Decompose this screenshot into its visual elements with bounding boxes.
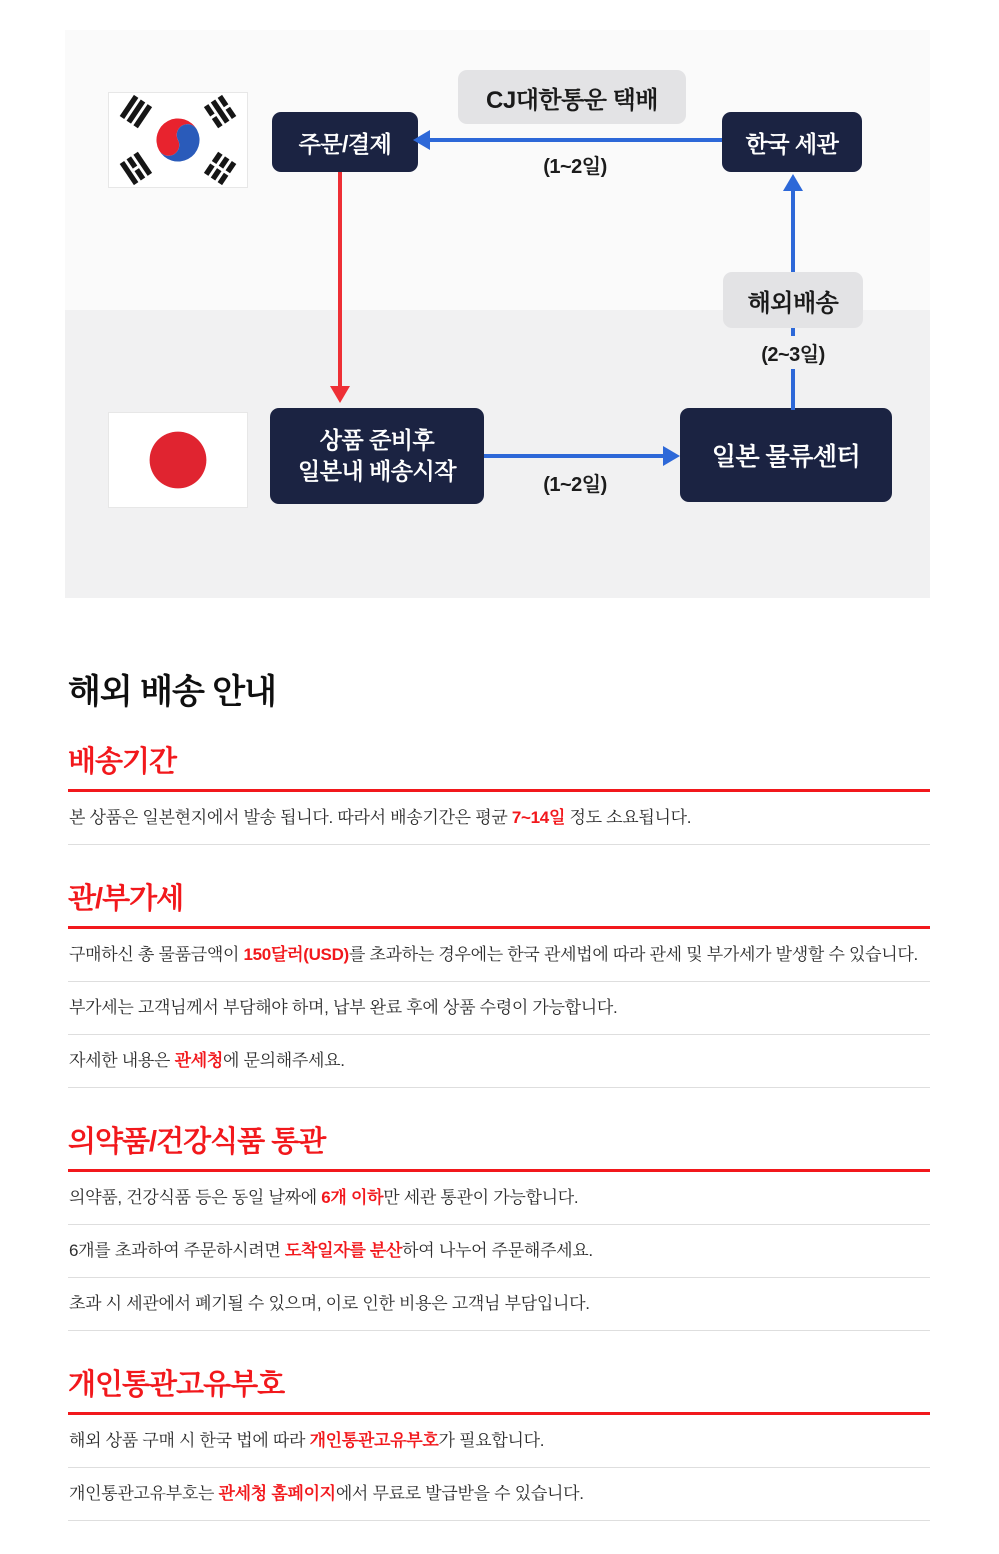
- arrowhead-up-icon: [783, 174, 803, 191]
- japan-logistics-label: 일본 물류센터: [711, 443, 861, 471]
- paragraph-row: 개인통관고유부호는 관세청 홈페이지에서 무료로 발급받을 수 있습니다.: [68, 1468, 930, 1521]
- arrow-line-order-to-prep: [338, 172, 342, 386]
- section-heading: 개인통관고유부호: [68, 1369, 285, 1401]
- korea-customs-box: [722, 112, 862, 172]
- duration-label-overseas-leg: (2~3일): [738, 336, 848, 369]
- japan-flag-icon: [109, 413, 247, 507]
- paragraph-row: 6개를 초과하여 주문하시려면 도착일자를 분산하여 나누어 주문해주세요.: [68, 1225, 930, 1278]
- info-section: [68, 881, 930, 1088]
- info-section: [68, 1124, 930, 1331]
- info-sections: [68, 744, 930, 1521]
- red-emphasis-text: 관세청 홈페이지: [218, 1484, 336, 1503]
- page-title: 해외 배송 안내: [68, 673, 276, 711]
- paragraph-row: 본 상품은 일본현지에서 발송 됩니다. 따라서 배송기간은 평균 7~14일 정도 소요됩니다.: [68, 792, 930, 845]
- japan-logistics-box: [680, 408, 892, 502]
- paragraph-row: 부가세는 고객님께서 부담해야 하며, 납부 완료 후에 상품 수령이 가능합니다.: [68, 982, 930, 1035]
- paragraph-row: 초과 시 세관에서 폐기될 수 있으며, 이로 인한 비용은 고객님 부담입니다.: [68, 1278, 930, 1331]
- prep-shipping-line2: 일본내 배송시작: [298, 458, 456, 484]
- red-emphasis-text: 150달러(USD): [243, 945, 349, 964]
- section-heading: 의약품/건강식품 통관: [68, 1126, 326, 1158]
- overseas-shipping-text: 해외배송: [747, 289, 839, 317]
- prep-shipping-box: [270, 408, 484, 504]
- arrow-line-overseas-to-customs: [791, 190, 795, 272]
- red-emphasis-text: 관세청: [174, 1051, 223, 1070]
- section-heading: 배송기간: [68, 746, 177, 778]
- arrow-line-prep-to-japancenter: [484, 454, 664, 458]
- red-emphasis-text: 7~14일: [511, 808, 566, 827]
- arrowhead-left-icon: [413, 130, 430, 150]
- korea-customs-label: 한국 세관: [745, 130, 839, 157]
- duration-label-customs-to-order: (1~2일): [543, 156, 607, 178]
- red-emphasis-text: 도착일자를 분산: [284, 1241, 403, 1260]
- paragraph-row: 해외 상품 구매 시 한국 법에 따라 개인통관고유부호가 필요합니다.: [68, 1415, 930, 1468]
- japan-flag-image: [108, 412, 248, 508]
- info-content: [68, 672, 930, 1521]
- korea-flag-image: [108, 92, 248, 188]
- red-emphasis-text: 개인통관고유부호: [309, 1431, 439, 1450]
- prep-shipping-line1: 상품 준비후: [319, 427, 435, 454]
- arrowhead-down-icon: [330, 386, 350, 403]
- info-section: [68, 1367, 930, 1521]
- section-heading: 관/부가세: [68, 883, 184, 915]
- paragraph-row: 구매하신 총 물품금액이 150달러(USD)를 초과하는 경우에는 한국 관세법에 따라 관세 및 부가세가 발생할 수 있습니다.: [68, 929, 930, 982]
- overseas-shipping-label: [723, 272, 863, 328]
- order-payment-label: 주문/결제: [298, 130, 392, 157]
- duration-label-japan-domestic: (1~2일): [543, 474, 607, 496]
- paragraph-row: 의약품, 건강식품 등은 동일 날짜에 6개 이하만 세관 통관이 가능합니다.: [68, 1172, 930, 1225]
- red-emphasis-text: 6개 이하: [321, 1188, 384, 1207]
- cj-courier-label: [458, 70, 686, 124]
- arrowhead-right-icon: [663, 446, 680, 466]
- korea-flag-icon: [109, 93, 247, 187]
- cj-courier-text: CJ대한통운 택배: [486, 86, 658, 114]
- info-section: [68, 744, 930, 845]
- paragraph-row: 자세한 내용은 관세청에 문의해주세요.: [68, 1035, 930, 1088]
- arrow-line-customs-to-order: [428, 138, 722, 142]
- shipping-flow-diagram: [0, 0, 999, 628]
- order-payment-box: [272, 112, 418, 172]
